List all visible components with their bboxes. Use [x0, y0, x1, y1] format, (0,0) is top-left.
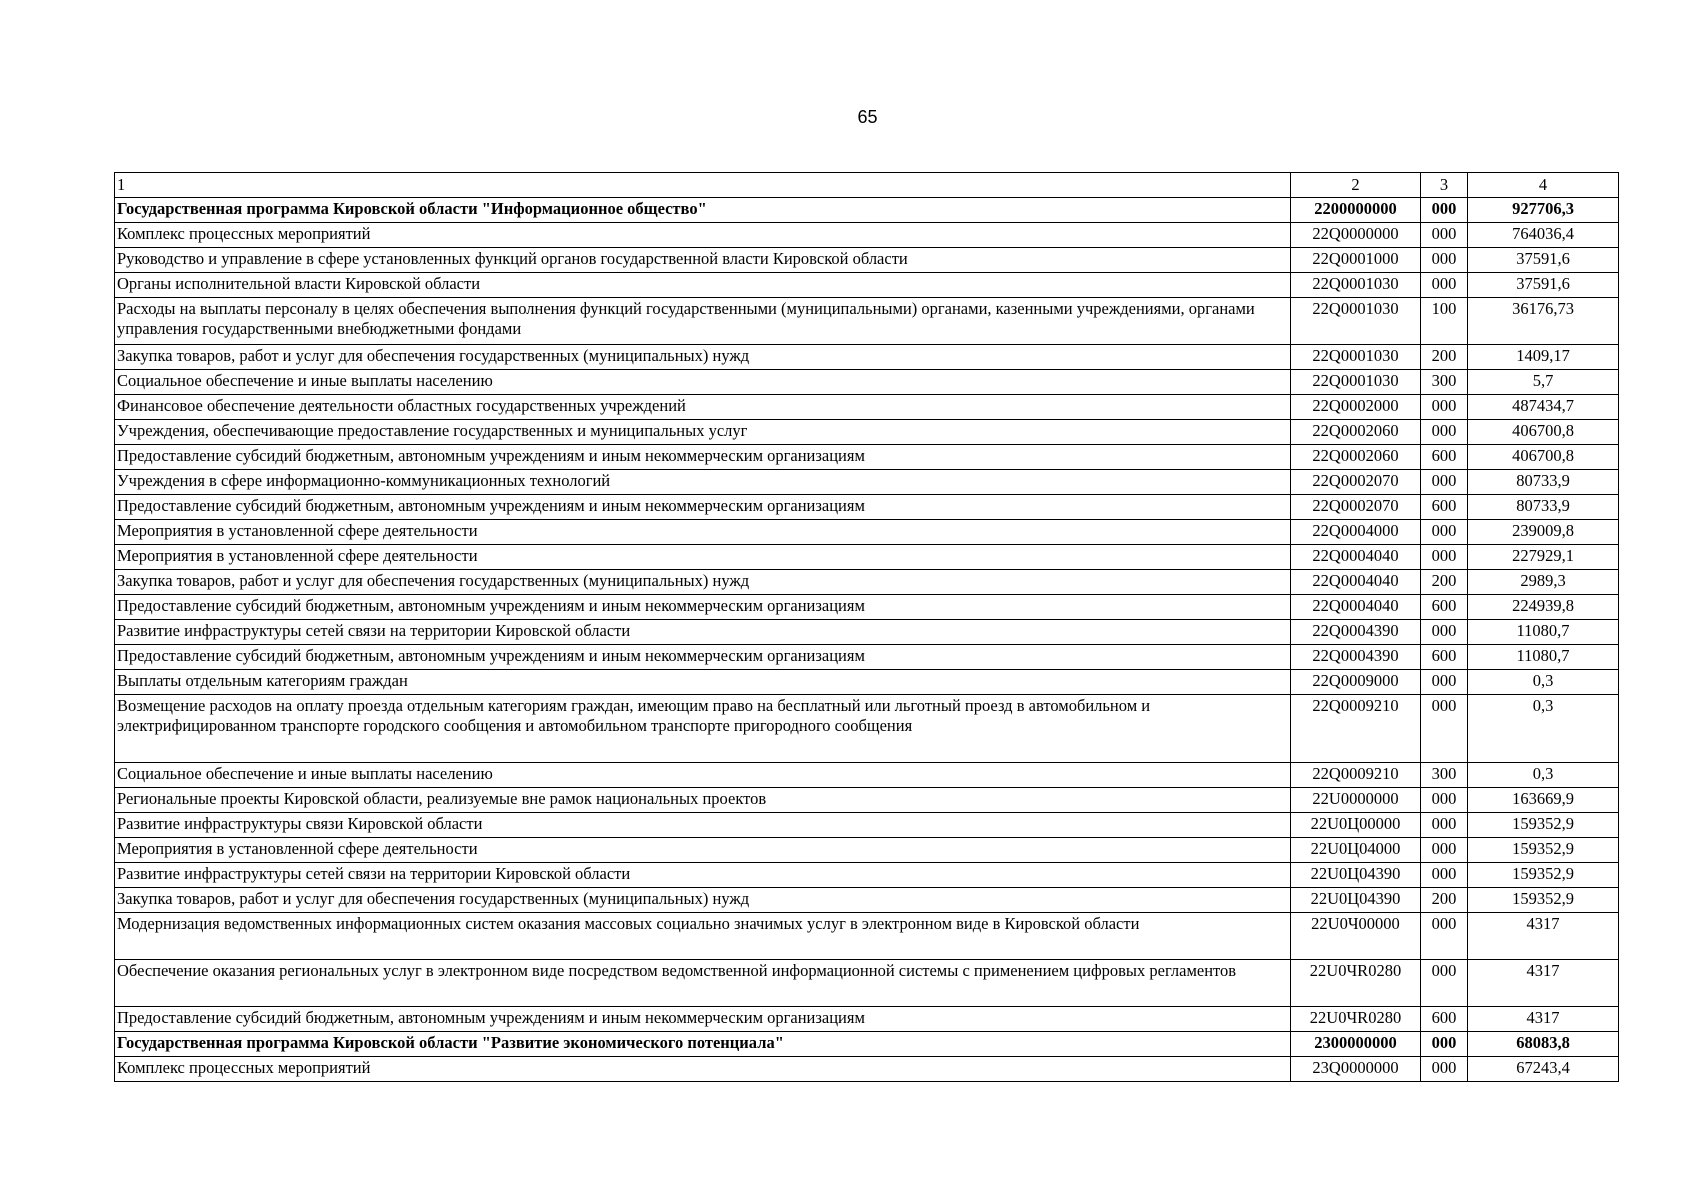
column-header-2: 2 [1291, 173, 1421, 198]
row-sum-cell: 487434,7 [1468, 395, 1619, 420]
row-type-cell: 000 [1421, 1057, 1468, 1082]
row-name-cell: Развитие инфраструктуры связи Кировской области [115, 813, 1291, 838]
row-code-cell: 22Q0002000 [1291, 395, 1421, 420]
row-type-cell: 000 [1421, 960, 1468, 1007]
row-name-cell: Государственная программа Кировской области "Развитие экономического потенциала" [115, 1032, 1291, 1057]
row-type-cell: 000 [1421, 273, 1468, 298]
table-row [115, 913, 1619, 960]
row-sum-cell: 224939,8 [1468, 595, 1619, 620]
table-row [115, 445, 1619, 470]
table-row [115, 960, 1619, 1007]
row-type-cell: 600 [1421, 1007, 1468, 1032]
row-sum-cell: 4317 [1468, 1007, 1619, 1032]
row-type-cell: 000 [1421, 223, 1468, 248]
row-code-cell: 22Q0002060 [1291, 420, 1421, 445]
table-body [115, 173, 1619, 1082]
row-code-cell: 22Q0002060 [1291, 445, 1421, 470]
row-sum-cell: 37591,6 [1468, 273, 1619, 298]
row-type-cell: 200 [1421, 570, 1468, 595]
row-name-cell: Региональные проекты Кировской области, реализуемые вне рамок национальных проектов [115, 788, 1291, 813]
row-name-cell: Обеспечение оказания региональных услуг в электронном виде посредством ведомственной информационной системы с применением цифровых регламентов [115, 960, 1291, 1007]
row-sum-cell: 163669,9 [1468, 788, 1619, 813]
table-row [115, 595, 1619, 620]
table-row [115, 545, 1619, 570]
table-row [115, 863, 1619, 888]
row-name-cell: Развитие инфраструктуры сетей связи на территории Кировской области [115, 863, 1291, 888]
row-code-cell: 22Q0004000 [1291, 520, 1421, 545]
row-sum-cell: 927706,3 [1468, 198, 1619, 223]
row-name-cell: Органы исполнительной власти Кировской области [115, 273, 1291, 298]
row-sum-cell: 11080,7 [1468, 645, 1619, 670]
row-code-cell: 22Q0001030 [1291, 298, 1421, 345]
row-name-cell: Возмещение расходов на оплату проезда отдельным категориям граждан, имеющим право на бесплатный или льготный проезд в автомобильном и электрифицированном транспорте городского сообщения и автомобильном транспорте пригородного сообщения [115, 695, 1291, 763]
row-code-cell: 22U0ЧR0280 [1291, 960, 1421, 1007]
row-type-cell: 300 [1421, 763, 1468, 788]
table-row [115, 395, 1619, 420]
row-type-cell: 000 [1421, 863, 1468, 888]
row-code-cell: 22Q0004040 [1291, 595, 1421, 620]
row-name-cell: Учреждения, обеспечивающие предоставление государственных и муниципальных услуг [115, 420, 1291, 445]
row-code-cell: 22U0Ц04390 [1291, 863, 1421, 888]
row-code-cell: 2300000000 [1291, 1032, 1421, 1057]
row-type-cell: 100 [1421, 298, 1468, 345]
row-name-cell: Расходы на выплаты персоналу в целях обеспечения выполнения функций государственными (муниципальными) органами, казенными учреждениями, органами управления государственными внебюджетными фондами [115, 298, 1291, 345]
column-header-1: 1 [115, 173, 1291, 198]
row-sum-cell: 0,3 [1468, 670, 1619, 695]
table-row [115, 620, 1619, 645]
row-code-cell: 22Q0001000 [1291, 248, 1421, 273]
row-code-cell: 22Q0002070 [1291, 495, 1421, 520]
table-row [115, 298, 1619, 345]
table-row [115, 470, 1619, 495]
table-row [115, 788, 1619, 813]
row-name-cell: Закупка товаров, работ и услуг для обеспечения государственных (муниципальных) нужд [115, 570, 1291, 595]
table-row [115, 813, 1619, 838]
row-name-cell: Развитие инфраструктуры сетей связи на территории Кировской области [115, 620, 1291, 645]
row-type-cell: 000 [1421, 198, 1468, 223]
row-code-cell: 22U0Ц00000 [1291, 813, 1421, 838]
row-code-cell: 22U0ЧR0280 [1291, 1007, 1421, 1032]
table-row [115, 838, 1619, 863]
row-name-cell: Выплаты отдельным категориям граждан [115, 670, 1291, 695]
row-sum-cell: 159352,9 [1468, 838, 1619, 863]
column-header-4: 4 [1468, 173, 1619, 198]
row-name-cell: Комплекс процессных мероприятий [115, 1057, 1291, 1082]
row-type-cell: 200 [1421, 888, 1468, 913]
row-type-cell: 000 [1421, 913, 1468, 960]
row-sum-cell: 4317 [1468, 913, 1619, 960]
row-name-cell: Модернизация ведомственных информационных систем оказания массовых социально значимых услуг в электронном виде в Кировской области [115, 913, 1291, 960]
table-row [115, 345, 1619, 370]
table-row [115, 1007, 1619, 1032]
row-code-cell: 22U0000000 [1291, 788, 1421, 813]
page-number: 65 [857, 107, 878, 127]
row-name-cell: Мероприятия в установленной сфере деятельности [115, 520, 1291, 545]
row-code-cell: 22Q0001030 [1291, 370, 1421, 395]
row-name-cell: Руководство и управление в сфере установленных функций органов государственной власти Кировской области [115, 248, 1291, 273]
row-name-cell: Социальное обеспечение и иные выплаты населению [115, 370, 1291, 395]
row-name-cell: Учреждения в сфере информационно-коммуникационных технологий [115, 470, 1291, 495]
row-type-cell: 200 [1421, 345, 1468, 370]
row-sum-cell: 406700,8 [1468, 420, 1619, 445]
row-type-cell: 000 [1421, 395, 1468, 420]
row-sum-cell: 68083,8 [1468, 1032, 1619, 1057]
row-name-cell: Государственная программа Кировской области "Информационное общество" [115, 198, 1291, 223]
table-row [115, 888, 1619, 913]
table-row [115, 198, 1619, 223]
row-code-cell: 22Q0001030 [1291, 345, 1421, 370]
row-code-cell: 22U0Ч00000 [1291, 913, 1421, 960]
table-row [115, 520, 1619, 545]
row-sum-cell: 159352,9 [1468, 888, 1619, 913]
row-type-cell: 000 [1421, 520, 1468, 545]
row-name-cell: Закупка товаров, работ и услуг для обеспечения государственных (муниципальных) нужд [115, 888, 1291, 913]
row-type-cell: 600 [1421, 495, 1468, 520]
row-type-cell: 000 [1421, 813, 1468, 838]
row-sum-cell: 239009,8 [1468, 520, 1619, 545]
row-name-cell: Мероприятия в установленной сфере деятельности [115, 838, 1291, 863]
row-sum-cell: 1409,17 [1468, 345, 1619, 370]
table-row [115, 645, 1619, 670]
row-name-cell: Предоставление субсидий бюджетным, автономным учреждениям и иным некоммерческим организациям [115, 445, 1291, 470]
row-code-cell: 22U0Ц04000 [1291, 838, 1421, 863]
row-type-cell: 000 [1421, 470, 1468, 495]
row-name-cell: Предоставление субсидий бюджетным, автономным учреждениям и иным некоммерческим организациям [115, 495, 1291, 520]
row-sum-cell: 0,3 [1468, 763, 1619, 788]
table-row [115, 1057, 1619, 1082]
row-sum-cell: 2989,3 [1468, 570, 1619, 595]
row-type-cell: 000 [1421, 545, 1468, 570]
row-name-cell: Финансовое обеспечение деятельности областных государственных учреждений [115, 395, 1291, 420]
row-sum-cell: 5,7 [1468, 370, 1619, 395]
row-code-cell: 2200000000 [1291, 198, 1421, 223]
row-type-cell: 600 [1421, 595, 1468, 620]
table-row [115, 370, 1619, 395]
row-sum-cell: 764036,4 [1468, 223, 1619, 248]
table-row [115, 495, 1619, 520]
row-code-cell: 22Q0004040 [1291, 545, 1421, 570]
row-type-cell: 600 [1421, 645, 1468, 670]
row-code-cell: 22Q0009000 [1291, 670, 1421, 695]
budget-table [114, 172, 1619, 1082]
row-sum-cell: 80733,9 [1468, 495, 1619, 520]
row-type-cell: 000 [1421, 1032, 1468, 1057]
row-sum-cell: 406700,8 [1468, 445, 1619, 470]
table-row [115, 273, 1619, 298]
row-name-cell: Закупка товаров, работ и услуг для обеспечения государственных (муниципальных) нужд [115, 345, 1291, 370]
row-type-cell: 000 [1421, 420, 1468, 445]
row-sum-cell: 159352,9 [1468, 813, 1619, 838]
row-sum-cell: 67243,4 [1468, 1057, 1619, 1082]
table-row [115, 223, 1619, 248]
row-name-cell: Комплекс процессных мероприятий [115, 223, 1291, 248]
table-row [115, 763, 1619, 788]
row-code-cell: 22U0Ц04390 [1291, 888, 1421, 913]
row-code-cell: 22Q0009210 [1291, 763, 1421, 788]
row-code-cell: 22Q0004040 [1291, 570, 1421, 595]
row-sum-cell: 11080,7 [1468, 620, 1619, 645]
row-sum-cell: 159352,9 [1468, 863, 1619, 888]
row-sum-cell: 36176,73 [1468, 298, 1619, 345]
row-code-cell: 22Q0002070 [1291, 470, 1421, 495]
row-type-cell: 000 [1421, 620, 1468, 645]
table-row [115, 670, 1619, 695]
row-code-cell: 22Q0004390 [1291, 620, 1421, 645]
table-row [115, 695, 1619, 763]
row-sum-cell: 37591,6 [1468, 248, 1619, 273]
row-sum-cell: 80733,9 [1468, 470, 1619, 495]
column-header-3: 3 [1421, 173, 1468, 198]
row-code-cell: 23Q0000000 [1291, 1057, 1421, 1082]
row-type-cell: 000 [1421, 695, 1468, 763]
row-name-cell: Социальное обеспечение и иные выплаты населению [115, 763, 1291, 788]
column-header-row [115, 173, 1619, 198]
table-row [115, 1032, 1619, 1057]
row-type-cell: 000 [1421, 788, 1468, 813]
table-row [115, 570, 1619, 595]
row-type-cell: 600 [1421, 445, 1468, 470]
table-row [115, 248, 1619, 273]
row-sum-cell: 0,3 [1468, 695, 1619, 763]
row-name-cell: Предоставление субсидий бюджетным, автономным учреждениям и иным некоммерческим организациям [115, 645, 1291, 670]
row-name-cell: Предоставление субсидий бюджетным, автономным учреждениям и иным некоммерческим организациям [115, 595, 1291, 620]
row-code-cell: 22Q0009210 [1291, 695, 1421, 763]
row-sum-cell: 4317 [1468, 960, 1619, 1007]
row-code-cell: 22Q0001030 [1291, 273, 1421, 298]
row-sum-cell: 227929,1 [1468, 545, 1619, 570]
row-type-cell: 000 [1421, 248, 1468, 273]
row-code-cell: 22Q0000000 [1291, 223, 1421, 248]
row-code-cell: 22Q0004390 [1291, 645, 1421, 670]
row-name-cell: Мероприятия в установленной сфере деятельности [115, 545, 1291, 570]
row-type-cell: 300 [1421, 370, 1468, 395]
row-type-cell: 000 [1421, 670, 1468, 695]
row-type-cell: 000 [1421, 838, 1468, 863]
row-name-cell: Предоставление субсидий бюджетным, автономным учреждениям и иным некоммерческим организациям [115, 1007, 1291, 1032]
table-row [115, 420, 1619, 445]
